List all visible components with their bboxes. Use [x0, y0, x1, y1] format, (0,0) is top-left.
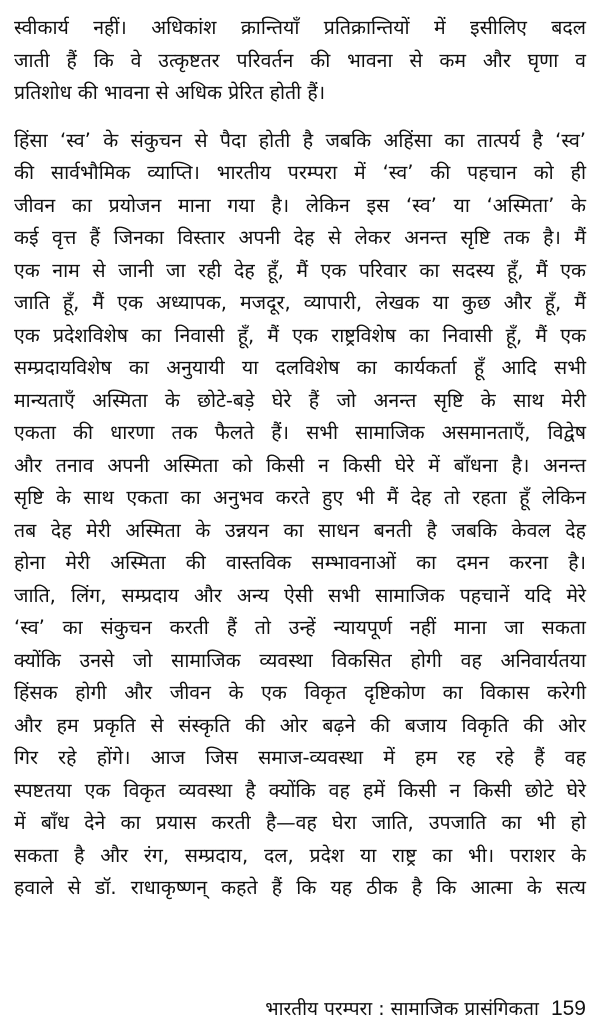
text-line: हिंसा ‘स्व’ के संकुचन से पैदा होती है जबकि अहिंसा का तात्पर्य है ‘स्व’: [14, 128, 586, 152]
paragraph-2: [14, 125, 586, 905]
text-line: एक नाम से जानी जा रही देह हूँ, मैं एक परिवार का सदस्य हूँ, मैं एक: [14, 258, 586, 282]
text-line: और तनाव अपनी अस्मिता को किसी न किसी घेरे में बाँधना है। अनन्त: [14, 453, 586, 477]
text-line: जीवन का प्रयोजन माना गया है। लेकिन इस ‘स्व’ या ‘अस्मिता’ के: [14, 193, 586, 217]
text-line: सृष्टि के साथ एकता का अनुभव करते हुए भी मैं देह तो रहता हूँ लेकिन: [14, 486, 586, 509]
page-footer: [265, 994, 586, 1024]
text-line: एकता की धारणा तक फैलते हैं। सभी सामाजिक असमानताएँ, विद्वेष: [14, 421, 586, 444]
text-line: कई वृत्त हैं जिनका विस्तार अपनी देह से लेकर अनन्त सृष्टि तक है। मैं: [14, 226, 586, 249]
text-line: जाति, लिंग, सम्प्रदाय और अन्य ऐसी सभी सामाजिक पहचानें यदि मेरे: [14, 583, 586, 607]
text-line: जाति हूँ, मैं एक अध्यापक, मजदूर, व्यापारी, लेखक या कुछ और हूँ, मैं: [14, 291, 586, 314]
text-line: स्पष्टतया एक विकृत व्यवस्था है क्योंकि वह हमें किसी न किसी छोटे घेरे: [14, 778, 586, 802]
text-line: ‘स्व’ का संकुचन करती हैं तो उन्हें न्यायपूर्ण नहीं माना जा सकता: [14, 616, 586, 639]
text-line: गिर रहे होंगे। आज जिस समाज-व्यवस्था में हम रह रहे हैं वह: [14, 746, 586, 769]
text-line: तब देह मेरी अस्मिता के उन्नयन का साधन बनती है जबकि केवल देह: [14, 518, 586, 542]
text-line: सकता है और रंग, सम्प्रदाय, दल, प्रदेश या राष्ट्र का भी। पराशर के: [14, 843, 586, 867]
text-line: क्योंकि उनसे जो सामाजिक व्यवस्था विकसित होगी वह अनिवार्यतया: [14, 648, 586, 672]
text-line: सम्प्रदायविशेष का अनुयायी या दलविशेष का कार्यकर्ता हूँ आदि सभी: [14, 356, 586, 379]
text-line: हवाले से डॉ. राधाकृष्णन् कहते हैं कि यह ठीक है कि आत्मा के सत्य: [14, 876, 586, 899]
paragraph-1: [14, 12, 586, 110]
page-body: [14, 12, 586, 905]
text-line: होना मेरी अस्मिता की वास्तविक सम्भावनाओं का दमन करना है।: [14, 551, 586, 574]
page-number: 159: [550, 997, 586, 1020]
text-line: हिंसक होगी और जीवन के एक विकृत दृष्टिकोण का विकास करेगी: [14, 681, 586, 704]
running-title: भारतीय परम्परा : सामाजिक प्रासंगिकता: [265, 998, 539, 1020]
text-line: की सार्वभौमिक व्याप्ति। भारतीय परम्परा में ‘स्व’ की पहचान को ही: [14, 161, 586, 184]
text-line: स्वीकार्य नहीं। अधिकांश क्रान्तियाँ प्रतिक्रान्तियों में इसीलिए बदल: [14, 16, 586, 39]
text-line: जाती हैं कि वे उत्कृष्टतर परिवर्तन की भावना से कम और घृणा व: [14, 48, 586, 72]
text-line: और हम प्रकृति से संस्कृति की ओर बढ़ने की बजाय विकृति की ओर: [14, 713, 586, 737]
text-line: में बाँध देने का प्रयास करती है—वह घेरा जाति, उपजाति का भी हो: [14, 811, 586, 834]
text-line: एक प्रदेशविशेष का निवासी हूँ, मैं एक राष्ट्रविशेष का निवासी हूँ, मैं एक: [14, 323, 586, 347]
text-line: प्रतिशोध की भावना से अधिक प्रेरित होती हैं।: [14, 81, 326, 104]
text-line: मान्यताएँ अस्मिता के छोटे-बड़े घेरे हैं जो अनन्त सृष्टि के साथ मेरी: [14, 388, 586, 412]
